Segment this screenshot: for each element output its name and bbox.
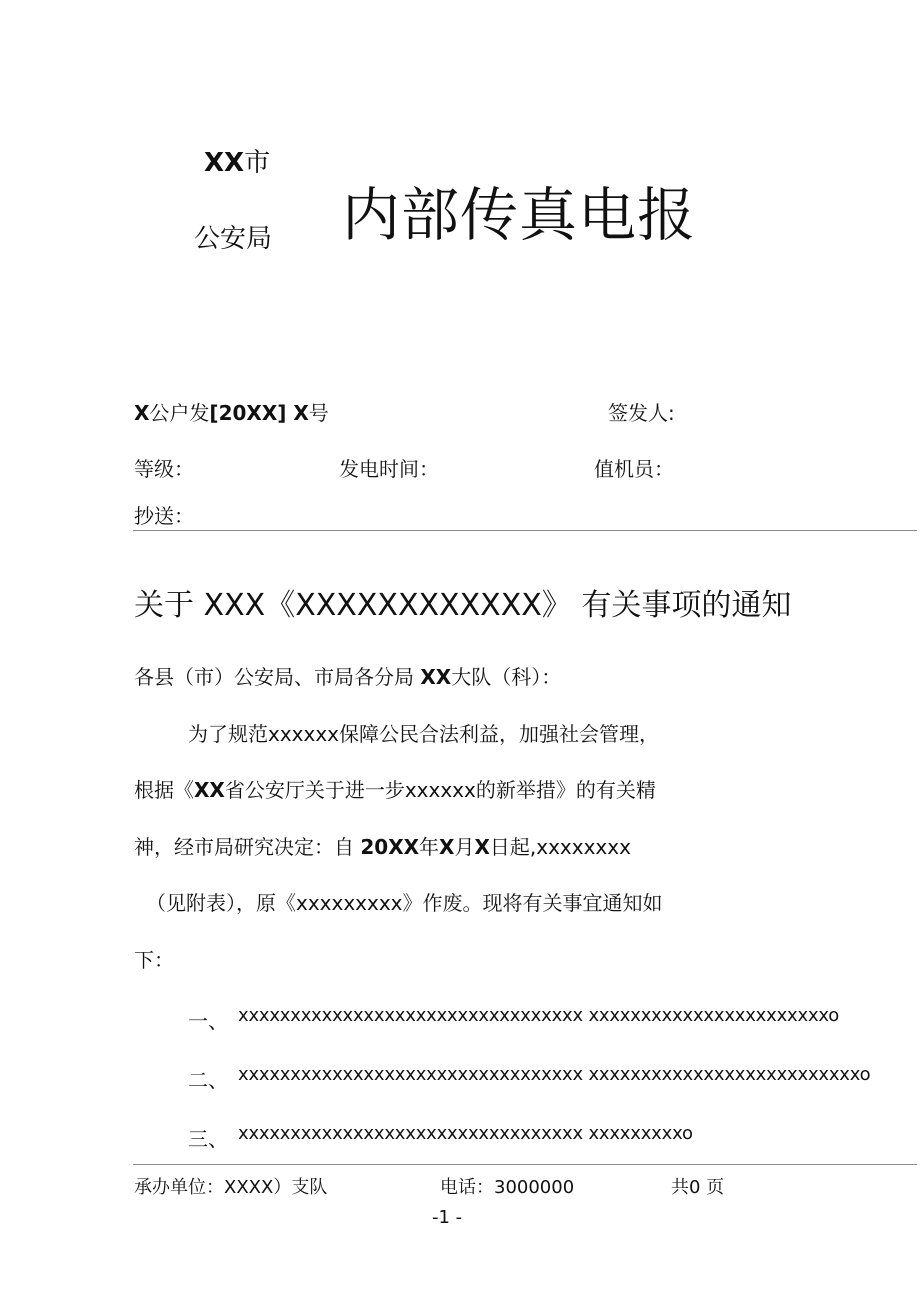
p3-post: 日起,xxxxxxxx: [489, 835, 631, 859]
org-city-suffix: 市: [244, 148, 271, 178]
doc-number-year: [20XX] X: [209, 401, 309, 425]
list-item-number: 一、: [188, 1009, 228, 1033]
footer-divider: [133, 1164, 917, 1165]
page-count: 共0 页: [671, 1177, 725, 1198]
cc-label: 抄送：: [134, 504, 194, 528]
paragraph-line-4: （见附表），原《xxxxxxxxx》作废。现将有关事宜通知如: [146, 891, 663, 915]
list-item-text: xxxxxxxxxxxxxxxxxxxxxxxxxxxxxxxxx xxxxxxxxxxxxxxxxxxxxxxxxxxo: [238, 1064, 871, 1085]
p3-month-unit: 月: [454, 835, 475, 859]
org-city-code: XX: [204, 148, 245, 178]
list-item-number: 三、: [188, 1127, 228, 1151]
operator-label: 值机员：: [594, 457, 674, 481]
list-item-text: xxxxxxxxxxxxxxxxxxxxxxxxxxxxxxxxx xxxxxxxxxo: [238, 1123, 693, 1144]
notice-title: 关于 XXX《XXXXXXXXXXXX》 有关事项的通知: [134, 588, 792, 623]
list-item-text: xxxxxxxxxxxxxxxxxxxxxxxxxxxxxxxxx xxxxxxxxxxxxxxxxxxxxxxxo: [238, 1005, 840, 1026]
send-time-label: 发电时间：: [339, 457, 439, 481]
paragraph-line-3: [134, 831, 631, 860]
handling-unit: 承办单位：XXXX）支队: [134, 1177, 328, 1198]
list-item-number: 二、: [188, 1068, 228, 1092]
header-divider: [133, 530, 917, 531]
p3-year-unit: 年: [419, 835, 440, 859]
p2-province-code: XX: [194, 778, 225, 802]
p3-day: X: [474, 835, 490, 859]
p3-year: 20XX: [360, 835, 420, 859]
p3-month: X: [439, 835, 455, 859]
recipient-pre: 各县（市）公安局、市局各分局: [134, 665, 421, 689]
p2-pre: 根据《: [134, 778, 194, 802]
document-number: [134, 397, 329, 426]
paragraph-line-1: 为了规范xxxxxx保障公民合法利益，加强社会管理，: [188, 722, 660, 746]
doc-number-suffix: 号: [308, 401, 329, 425]
doc-number-mid: 公户发: [149, 401, 210, 425]
paragraph-line-5: 下：: [134, 948, 174, 972]
doc-number-prefix: X: [134, 401, 150, 425]
p2-post: 省公安厅关于进一步xxxxxx的新举措》的有关精: [224, 778, 656, 802]
paragraph-line-2: [134, 774, 656, 803]
p3-pre: 神，经市局研究决定：自: [134, 835, 361, 859]
org-name-line2: 公安局: [194, 224, 273, 254]
page-number: -1 -: [432, 1207, 463, 1228]
recipient-post: 大队（科）：: [451, 665, 562, 689]
signer-label: 签发人:: [608, 401, 675, 425]
org-name-line1: [204, 142, 270, 179]
document-title: 内部传真电报: [342, 181, 697, 249]
contact-phone: 电话：3000000: [440, 1177, 575, 1198]
recipient-line: [134, 661, 561, 690]
level-label: 等级：: [134, 457, 194, 481]
recipient-code: XX: [420, 665, 452, 689]
